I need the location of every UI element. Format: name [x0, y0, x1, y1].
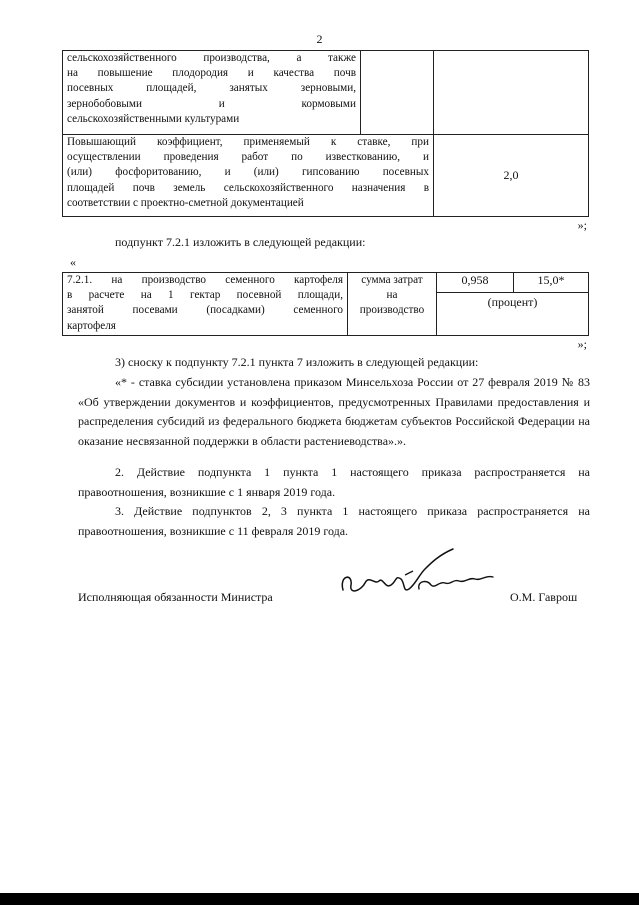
table2-unit: (процент): [437, 293, 589, 336]
table1-row2-line: площадей почв земель сельскохозяйственного назначения в: [67, 181, 429, 194]
handwritten-signature: [335, 545, 515, 605]
closing-quote-2: »;: [577, 337, 587, 351]
table1-row2-line: (или) фосфоритованию, и (или) гипсованию посевных: [67, 166, 429, 179]
table2-basis-line: сумма затрат: [361, 274, 423, 286]
signatory-name: О.М. Гаврош: [510, 590, 578, 604]
closing-quote-1: »;: [577, 218, 587, 232]
table1-row2-line: соответствии с проектно-сметной документацией: [67, 196, 304, 209]
table2-desc-line: 7.2.1. на производство семенного картофеля: [67, 274, 343, 286]
table1-row1-desc: [63, 51, 361, 135]
table2-value-rate: 15,0*: [514, 273, 589, 293]
table2-desc-line: в расчете на 1 гектар посевной площади,: [67, 289, 343, 302]
point-3: 3) сноску к подпункту 7.2.1 пункта 7 изложить в следующей редакции:: [115, 355, 479, 369]
table2-basis-line: на: [386, 289, 398, 302]
table2-basis: [348, 273, 437, 336]
table1-row1-basis: [361, 51, 434, 135]
opening-quote: «: [70, 255, 76, 269]
scan-edge: [0, 893, 639, 905]
table1-row1-value: [434, 51, 589, 135]
coefficient-table: [62, 50, 589, 217]
table2-desc-line: картофеля: [67, 319, 116, 332]
table1-row1-line: на повышение плодородия и качества почв: [67, 67, 356, 80]
footnote-text: «* - ставка субсидии установлена приказом Минсельхоза России от 27 февраля 2019 № 83 «Об утверждении документов и коэффициентов, предусмотренных Правилами предоставления и распределения субсидий из федерального бюджета бюджетам субъектов Российской Федерации на оказание несвязанной поддержки в области растениеводства».».: [78, 375, 590, 448]
table1-row1-line: сельскохозяйственными культурами: [67, 112, 240, 125]
table2-desc-line: занятой посевами (посадками) семенного: [67, 304, 343, 317]
table1-row2-value: 2,0: [434, 135, 589, 217]
subpoint-intro: подпункт 7.2.1 изложить в следующей редакции:: [115, 235, 366, 249]
table1-row1-line: посевных площадей, занятых зерновыми,: [67, 82, 356, 95]
table2-value-coefficient: 0,958: [437, 273, 514, 293]
item-3: 3. Действие подпунктов 2, 3 пункта 1 настоящего приказа распространяется на правоотношения, возникшие с 11 февраля 2019 года.: [78, 504, 590, 538]
table1-row2-line: осуществлении проведения работ по известкованию, и: [67, 151, 429, 164]
table2-basis-line: производство: [359, 304, 425, 317]
potato-rate-table: [62, 272, 589, 336]
table1-row1-line: зернобобовыми и кормовыми: [67, 97, 356, 110]
table1-row1-line: сельскохозяйственного производства, а также: [67, 52, 356, 64]
item-2: 2. Действие подпункта 1 пункта 1 настоящего приказа распространяется на правоотношения, возникшие с 1 января 2019 года.: [78, 465, 590, 499]
page-number: 2: [316, 32, 323, 46]
table2-desc: [63, 273, 348, 336]
table1-row2-line: Повышающий коэффициент, применяемый к ставке, при: [67, 136, 429, 148]
table1-row2-desc: [63, 135, 434, 217]
signatory-role: Исполняющая обязанности Министра: [78, 590, 273, 604]
